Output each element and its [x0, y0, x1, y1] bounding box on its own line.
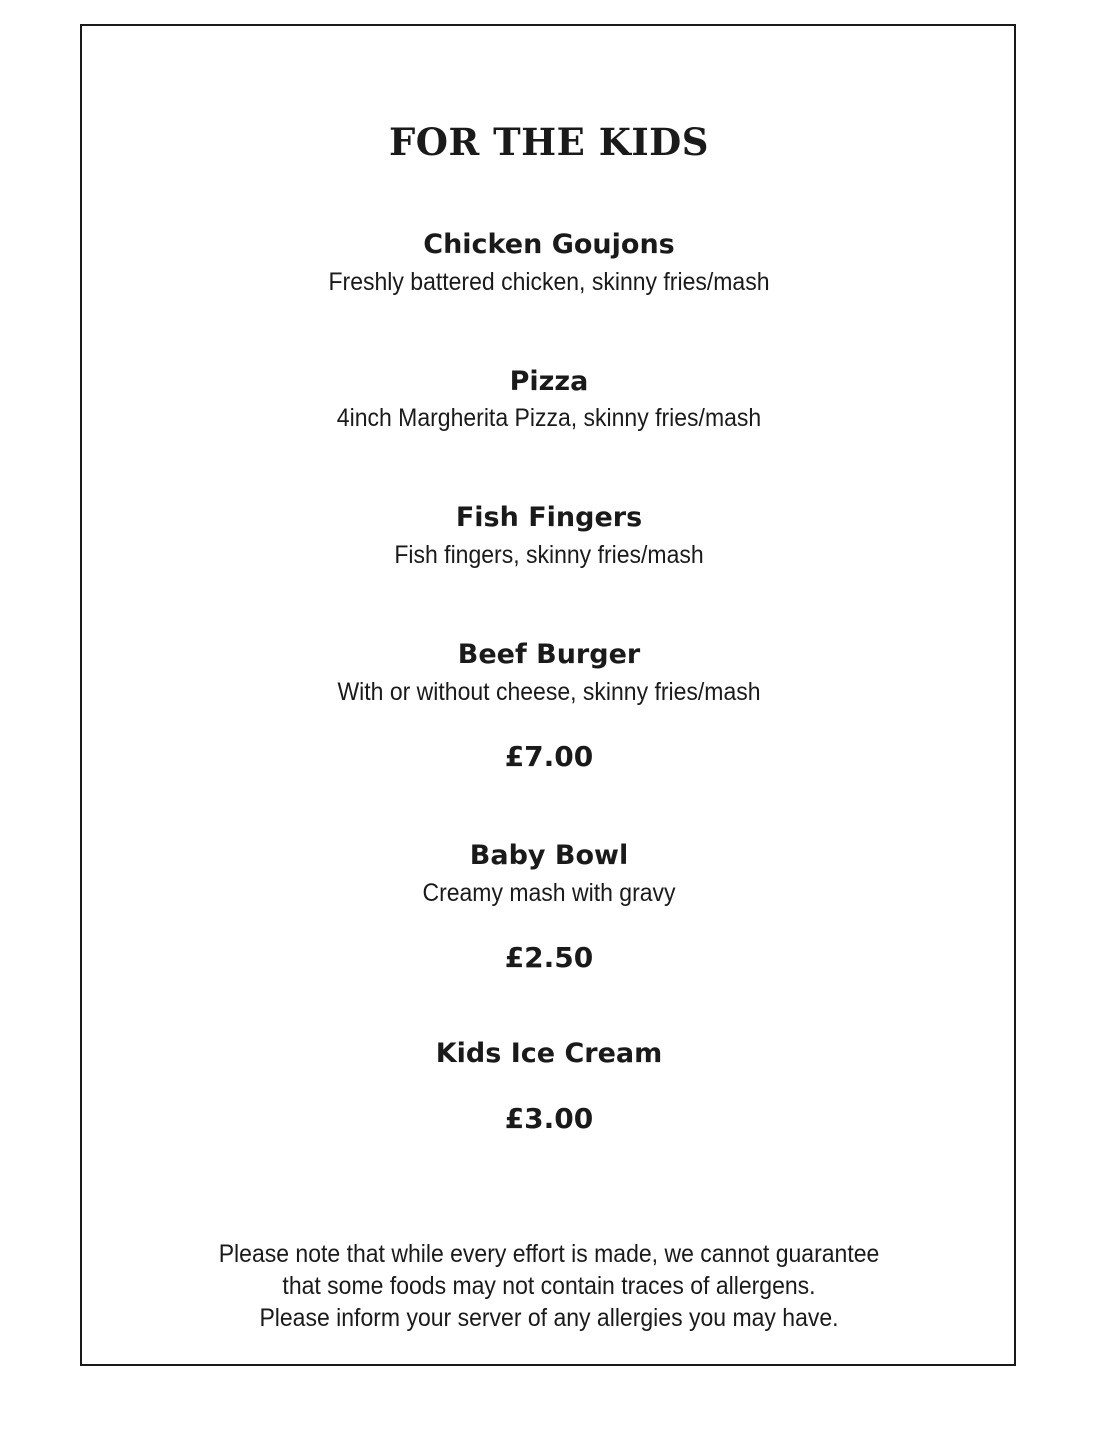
item-name-chicken-goujons: Chicken Goujons [423, 229, 675, 260]
item-name-kids-ice-cream: Kids Ice Cream [435, 1038, 663, 1069]
menu-title: FOR THE KIDS [389, 120, 709, 164]
item-name-fish-fingers: Fish Fingers [455, 502, 643, 533]
allergen-note-line2: that some foods may not contain traces of allergens. [282, 1272, 816, 1300]
allergen-note [44, 1238, 1054, 1334]
item-desc-chicken-goujons: Freshly battered chicken, skinny fries/mash [328, 268, 770, 296]
price-baby-bowl: £2.50 [504, 941, 594, 974]
item-name-beef-burger: Beef Burger [457, 639, 641, 670]
item-name-baby-bowl: Baby Bowl [469, 840, 629, 871]
price-main: £7.00 [504, 740, 594, 773]
item-desc-fish-fingers: Fish fingers, skinny fries/mash [394, 541, 704, 569]
item-name-pizza: Pizza [509, 366, 589, 397]
allergen-note-line1: Please note that while every effort is made, we cannot guarantee [218, 1240, 880, 1268]
allergen-note-line3: Please inform your server of any allergies you may have. [259, 1304, 839, 1332]
item-desc-beef-burger: With or without cheese, skinny fries/mash [337, 678, 761, 706]
price-ice-cream: £3.00 [504, 1102, 594, 1135]
item-desc-pizza: 4inch Margherita Pizza, skinny fries/mash [336, 404, 762, 432]
item-desc-baby-bowl: Creamy mash with gravy [422, 879, 676, 907]
